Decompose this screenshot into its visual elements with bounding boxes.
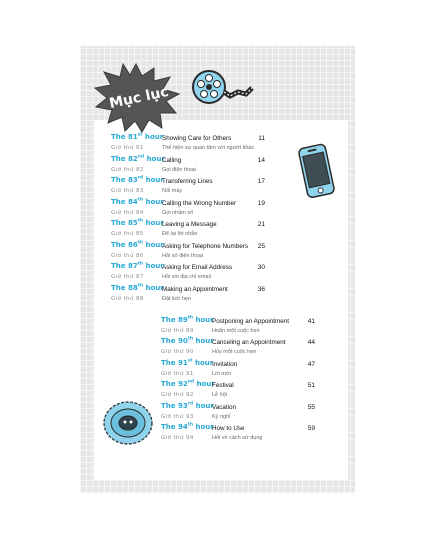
page-number: 59: [307, 425, 315, 432]
gio-label: Giờ thứ 86: [111, 252, 144, 259]
hour-number: 83: [127, 176, 138, 184]
hour-suffix: st: [187, 358, 193, 364]
hour-word: hour: [146, 154, 165, 163]
hour-prefix: The: [111, 283, 126, 292]
entry-title-en: How to Use: [212, 425, 245, 432]
hour-suffix: th: [187, 315, 194, 321]
entry-title-vi: Hỏi xin địa chỉ email: [162, 274, 211, 280]
hour-prefix: The: [161, 423, 176, 431]
hour-prefix: The: [161, 358, 176, 367]
entry-title-vi: Thể hiện sự quan tâm với người khác: [162, 145, 255, 151]
hour-suffix: st: [137, 132, 143, 138]
page-number: 44: [307, 339, 315, 347]
hour-prefix: The: [111, 154, 126, 163]
entry-title-vi: Lễ hội: [212, 392, 227, 399]
hour-word: hour: [145, 283, 164, 292]
entry-title-vi: Hỏi số điện thoại: [162, 252, 203, 259]
gio-label: Giờ thứ 85: [111, 231, 144, 237]
hour-number: 93: [177, 401, 188, 410]
hour-word: hour: [145, 176, 164, 184]
hour-number: 82: [127, 154, 138, 163]
hour-word: hour: [195, 401, 214, 410]
hour-prefix: The: [111, 197, 126, 206]
hour-label: [161, 315, 214, 326]
entry-title-vi: Gọi điện thoại: [162, 166, 196, 173]
entry-title-vi: Nối máy: [162, 188, 183, 194]
hour-suffix: th: [137, 218, 144, 224]
hour-suffix: nd: [187, 379, 195, 385]
entry-title-vi: Hỏi về cách sử dụng: [212, 435, 263, 441]
hour-number: 88: [127, 283, 138, 292]
hour-word: hour: [145, 262, 164, 270]
hour-word: hour: [145, 197, 164, 206]
gio-label: Giờ thứ 82: [111, 166, 144, 173]
hour-word: hour: [196, 380, 215, 389]
hour-prefix: The: [111, 133, 126, 141]
hour-label: [161, 358, 213, 369]
hour-label: [161, 379, 215, 390]
entry-title-vi: Hủy một cuộc hẹn: [212, 349, 257, 356]
hour-number: 85: [127, 219, 138, 227]
hour-word: hour: [195, 316, 214, 324]
entry-title-en: Calling: [162, 156, 182, 164]
hour-prefix: The: [161, 337, 176, 346]
gio-label: Giờ thứ 91: [161, 370, 194, 377]
gio-label: Giờ thứ 94: [161, 435, 194, 441]
hour-suffix: th: [137, 240, 144, 246]
entry-title-vi: Đặt lịch hẹn: [162, 295, 192, 302]
hour-number: 90: [177, 337, 188, 346]
hour-label: [111, 154, 165, 165]
hour-number: 84: [127, 197, 138, 206]
hour-label: [161, 422, 214, 433]
entry-title-vi: Kỳ nghỉ: [212, 413, 231, 420]
entry-title-en: Asking for Email Address: [162, 264, 232, 271]
gio-label: Giờ thứ 89: [161, 328, 194, 334]
hour-word: hour: [145, 219, 164, 227]
hour-prefix: The: [161, 380, 176, 389]
page-number: 25: [257, 242, 265, 250]
hour-prefix: The: [111, 176, 126, 184]
hour-label: [111, 261, 164, 272]
hour-prefix: The: [111, 240, 126, 249]
hour-prefix: The: [161, 401, 176, 410]
hour-suffix: th: [137, 283, 144, 289]
entry-title-vi: Lời mời: [212, 370, 231, 377]
page-number: 21: [257, 221, 265, 228]
entry-title-en: Making an Appointment: [162, 285, 228, 293]
hour-number: 94: [177, 423, 188, 431]
gio-label: Giờ thứ 81: [111, 145, 144, 151]
hour-suffix: nd: [137, 154, 145, 160]
hour-label: [111, 132, 163, 143]
entry-title-vi: Hoãn một cuộc hẹn: [212, 328, 260, 334]
gio-label: Giờ thứ 87: [111, 274, 144, 280]
hour-suffix: th: [187, 337, 194, 343]
hour-number: 81: [127, 133, 138, 141]
hour-label: [111, 218, 164, 229]
entry-title-en: Vacation: [212, 403, 237, 411]
hour-suffix: rd: [137, 175, 144, 181]
hour-label: [161, 336, 214, 347]
entry-title-en: Canceling an Appointment: [212, 339, 286, 347]
hour-label: [161, 401, 214, 412]
gio-label: Giờ thứ 90: [161, 349, 194, 356]
hour-suffix: th: [137, 261, 144, 267]
hour-word: hour: [194, 358, 214, 367]
page-number: 30: [257, 264, 265, 271]
entry-title-en: Calling the Wrong Number: [162, 199, 237, 207]
hour-word: hour: [195, 423, 214, 431]
hour-number: 92: [177, 380, 188, 389]
entry-title-en: Festival: [212, 382, 234, 390]
toc-title: Mục lục: [107, 83, 171, 113]
hour-number: 89: [177, 316, 188, 324]
page-number: 17: [257, 178, 265, 185]
entry-title-en: Transferring Lines: [162, 178, 213, 185]
hour-number: 86: [127, 240, 138, 249]
gio-label: Giờ thứ 92: [161, 392, 194, 399]
hour-word: hour: [145, 240, 164, 249]
hour-suffix: th: [137, 197, 144, 203]
hour-suffix: th: [187, 422, 194, 428]
page-number: 36: [257, 285, 265, 293]
gio-label: Giờ thứ 88: [111, 295, 144, 302]
mosaic-sticker-icon: [102, 400, 154, 446]
entry-title-en: Invitation: [212, 360, 238, 368]
gio-label: Giờ thứ 83: [111, 188, 144, 194]
page-number: 14: [257, 156, 265, 164]
gio-label: Giờ thứ 84: [111, 209, 144, 216]
hour-word: hour: [144, 133, 164, 141]
hour-prefix: The: [111, 219, 126, 227]
hour-prefix: The: [161, 316, 176, 324]
page-number: 41: [307, 318, 315, 325]
film-reel-icon: [190, 68, 254, 106]
hour-number: 87: [127, 262, 138, 270]
entry-title-en: Showing Care for Others: [162, 135, 232, 142]
entry-title-vi: Để lại lời nhắn: [162, 231, 198, 237]
entry-title-en: Postponing an Appointment: [212, 318, 290, 325]
entry-title-en: Asking for Telephone Numbers: [162, 242, 248, 250]
hour-word: hour: [195, 337, 214, 346]
hour-label: [111, 283, 164, 294]
page-number: 55: [307, 403, 315, 411]
hour-label: [111, 175, 164, 186]
page-number: 11: [258, 135, 265, 142]
hour-label: [111, 240, 164, 251]
page-number: 19: [257, 199, 265, 207]
entry-title-en: Leaving a Message: [162, 221, 217, 228]
hour-label: [111, 197, 164, 208]
hour-number: 91: [177, 358, 188, 367]
hour-prefix: The: [111, 262, 126, 270]
hour-suffix: rd: [187, 401, 194, 407]
entry-title-vi: Gọi nhầm số: [162, 209, 194, 216]
page-number: 47: [307, 360, 315, 368]
smartphone-icon: [294, 142, 338, 200]
page-number: 51: [307, 382, 315, 390]
gio-label: Giờ thứ 93: [161, 413, 194, 420]
